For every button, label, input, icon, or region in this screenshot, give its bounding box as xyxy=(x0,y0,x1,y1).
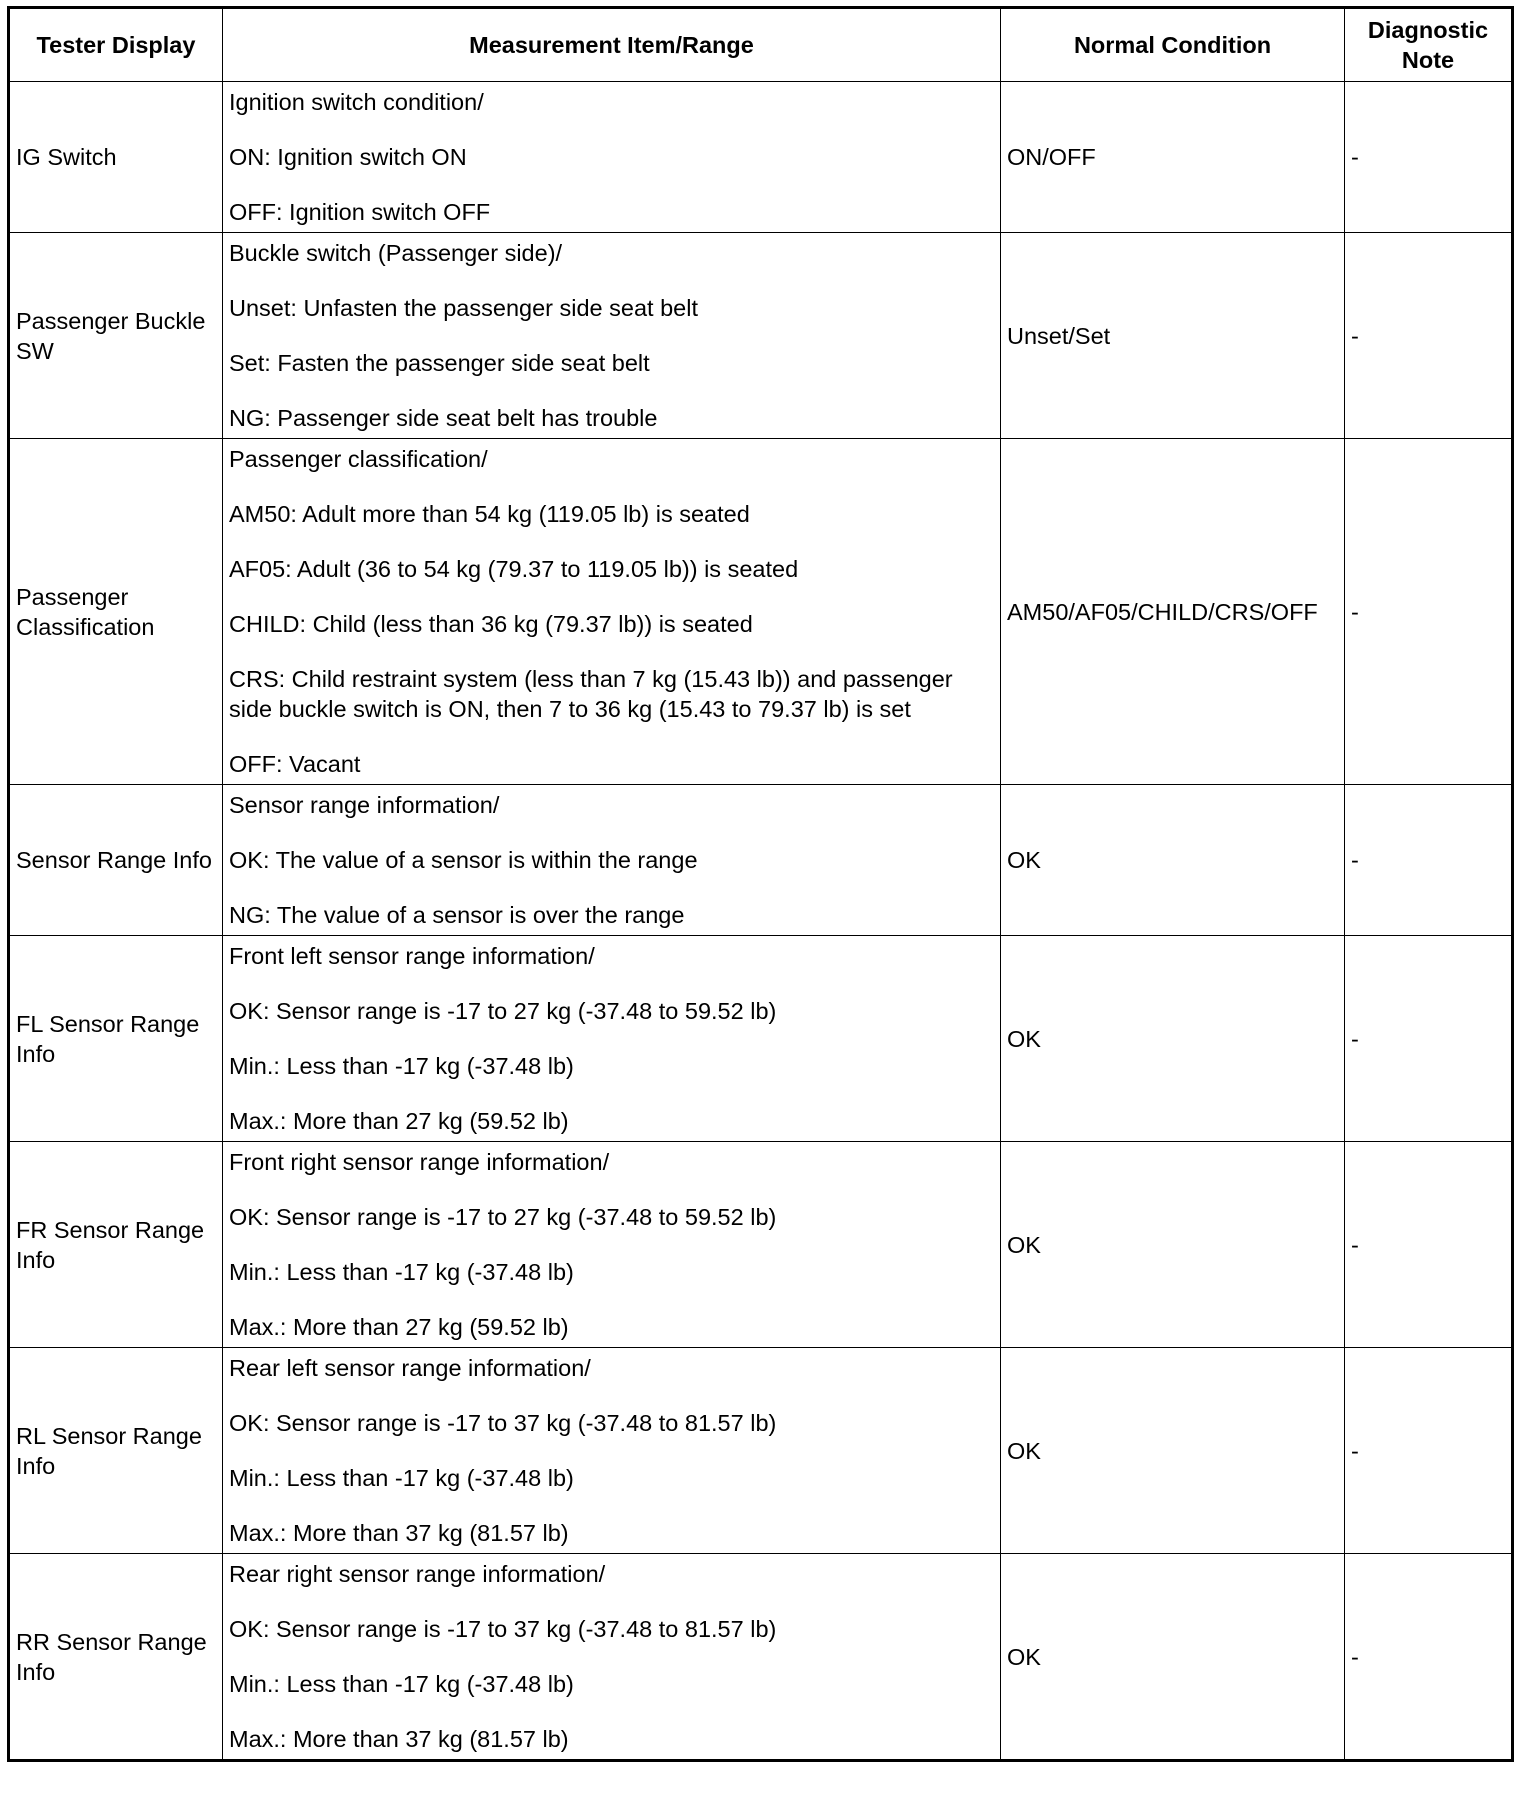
tester-display-cell: Passenger Classification xyxy=(9,439,223,785)
measurement-range-line: OFF: Vacant xyxy=(229,751,361,777)
measurement-item-title: Rear left sensor range information/ xyxy=(229,1355,591,1381)
header-diagnostic-note-line2: Note xyxy=(1401,47,1455,73)
table-row xyxy=(9,936,1513,1142)
measurement-range-line: Min.: Less than -17 kg (-37.48 lb) xyxy=(229,1259,574,1285)
measurement-item-title: Front right sensor range information/ xyxy=(229,1149,610,1175)
diagnostic-data-table xyxy=(7,6,1514,1762)
measurement-item-title: Ignition switch condition/ xyxy=(229,89,484,115)
measurement-range-line: CHILD: Child (less than 36 kg (79.37 lb)) is seated xyxy=(229,611,753,637)
header-diagnostic-note-line1: Diagnostic xyxy=(1367,17,1489,43)
header-tester-display: Tester Display xyxy=(9,8,223,82)
measurement-range-line: Max.: More than 27 kg (59.52 lb) xyxy=(229,1314,569,1340)
normal-condition-cell: Unset/Set xyxy=(1001,233,1345,439)
diagnostic-note-cell: - xyxy=(1345,785,1513,936)
normal-condition-cell: ON/OFF xyxy=(1001,82,1345,233)
measurement-range-line: NG: Passenger side seat belt has trouble xyxy=(229,405,658,431)
table-row xyxy=(9,1348,1513,1554)
normal-condition-cell: AM50/AF05/CHILD/CRS/OFF xyxy=(1001,439,1345,785)
normal-condition-cell: OK xyxy=(1001,1554,1345,1761)
diagnostic-note-cell: - xyxy=(1345,936,1513,1142)
tester-display-cell: Sensor Range Info xyxy=(9,785,223,936)
diagnostic-note-cell: - xyxy=(1345,233,1513,439)
measurement-cell xyxy=(223,1142,1001,1348)
normal-condition-cell: OK xyxy=(1001,1142,1345,1348)
measurement-cell xyxy=(223,785,1001,936)
table-row xyxy=(9,82,1513,233)
measurement-range-line: Max.: More than 27 kg (59.52 lb) xyxy=(229,1108,569,1134)
measurement-cell xyxy=(223,1348,1001,1554)
diagnostic-note-cell: - xyxy=(1345,1554,1513,1761)
measurement-cell xyxy=(223,1554,1001,1761)
tester-display-cell: RL Sensor Range Info xyxy=(9,1348,223,1554)
measurement-range-line: OK: Sensor range is -17 to 37 kg (-37.48 to 81.57 lb) xyxy=(229,1410,777,1436)
measurement-item-title: Rear right sensor range information/ xyxy=(229,1561,606,1587)
measurement-range-line: Max.: More than 37 kg (81.57 lb) xyxy=(229,1520,569,1546)
measurement-range-line: Min.: Less than -17 kg (-37.48 lb) xyxy=(229,1671,574,1697)
table-row xyxy=(9,1554,1513,1761)
header-measurement-item-range: Measurement Item/Range xyxy=(223,8,1001,82)
measurement-item-title: Sensor range information/ xyxy=(229,792,500,818)
measurement-range-line: OK: Sensor range is -17 to 27 kg (-37.48 to 59.52 lb) xyxy=(229,998,777,1024)
measurement-item-title: Front left sensor range information/ xyxy=(229,943,595,969)
tester-display-cell: FR Sensor Range Info xyxy=(9,1142,223,1348)
normal-condition-cell: OK xyxy=(1001,785,1345,936)
measurement-range-line: Min.: Less than -17 kg (-37.48 lb) xyxy=(229,1053,574,1079)
tester-display-cell: FL Sensor Range Info xyxy=(9,936,223,1142)
diagnostic-note-cell: - xyxy=(1345,82,1513,233)
measurement-range-line: OK: Sensor range is -17 to 37 kg (-37.48 to 81.57 lb) xyxy=(229,1616,777,1642)
measurement-range-line: OK: Sensor range is -17 to 27 kg (-37.48 to 59.52 lb) xyxy=(229,1204,777,1230)
table-row xyxy=(9,233,1513,439)
table-row xyxy=(9,1142,1513,1348)
measurement-range-line: NG: The value of a sensor is over the range xyxy=(229,902,685,928)
measurement-range-line: Unset: Unfasten the passenger side seat belt xyxy=(229,295,698,321)
measurement-range-line: CRS: Child restraint system (less than 7 kg (15.43 lb)) and passenger side buckle switch is ON, then 7 to 36 kg (15.43 to 79.37 lb) is set xyxy=(229,666,953,722)
measurement-range-line: OK: The value of a sensor is within the range xyxy=(229,847,698,873)
measurement-item-title: Passenger classification/ xyxy=(229,446,488,472)
measurement-cell xyxy=(223,233,1001,439)
diagnostic-note-cell: - xyxy=(1345,1142,1513,1348)
normal-condition-cell: OK xyxy=(1001,1348,1345,1554)
measurement-cell xyxy=(223,82,1001,233)
measurement-item-title: Buckle switch (Passenger side)/ xyxy=(229,240,563,266)
header-diagnostic-note xyxy=(1345,8,1513,82)
table-row xyxy=(9,785,1513,936)
measurement-range-line: Max.: More than 37 kg (81.57 lb) xyxy=(229,1726,569,1752)
normal-condition-cell: OK xyxy=(1001,936,1345,1142)
diagnostic-note-cell: - xyxy=(1345,439,1513,785)
measurement-range-line: Set: Fasten the passenger side seat belt xyxy=(229,350,650,376)
header-normal-condition: Normal Condition xyxy=(1001,8,1345,82)
table-body xyxy=(9,82,1513,1761)
table-row xyxy=(9,439,1513,785)
measurement-cell xyxy=(223,936,1001,1142)
diagnostic-note-cell: - xyxy=(1345,1348,1513,1554)
header-row xyxy=(9,8,1513,82)
measurement-range-line: Min.: Less than -17 kg (-37.48 lb) xyxy=(229,1465,574,1491)
measurement-range-line: AF05: Adult (36 to 54 kg (79.37 to 119.05 lb)) is seated xyxy=(229,556,799,582)
tester-display-cell: Passenger Buckle SW xyxy=(9,233,223,439)
measurement-range-line: OFF: Ignition switch OFF xyxy=(229,199,491,225)
table-header xyxy=(9,8,1513,82)
measurement-range-line: ON: Ignition switch ON xyxy=(229,144,467,170)
measurement-cell xyxy=(223,439,1001,785)
measurement-range-line: AM50: Adult more than 54 kg (119.05 lb) is seated xyxy=(229,501,750,527)
tester-display-cell: IG Switch xyxy=(9,82,223,233)
tester-display-cell: RR Sensor Range Info xyxy=(9,1554,223,1761)
